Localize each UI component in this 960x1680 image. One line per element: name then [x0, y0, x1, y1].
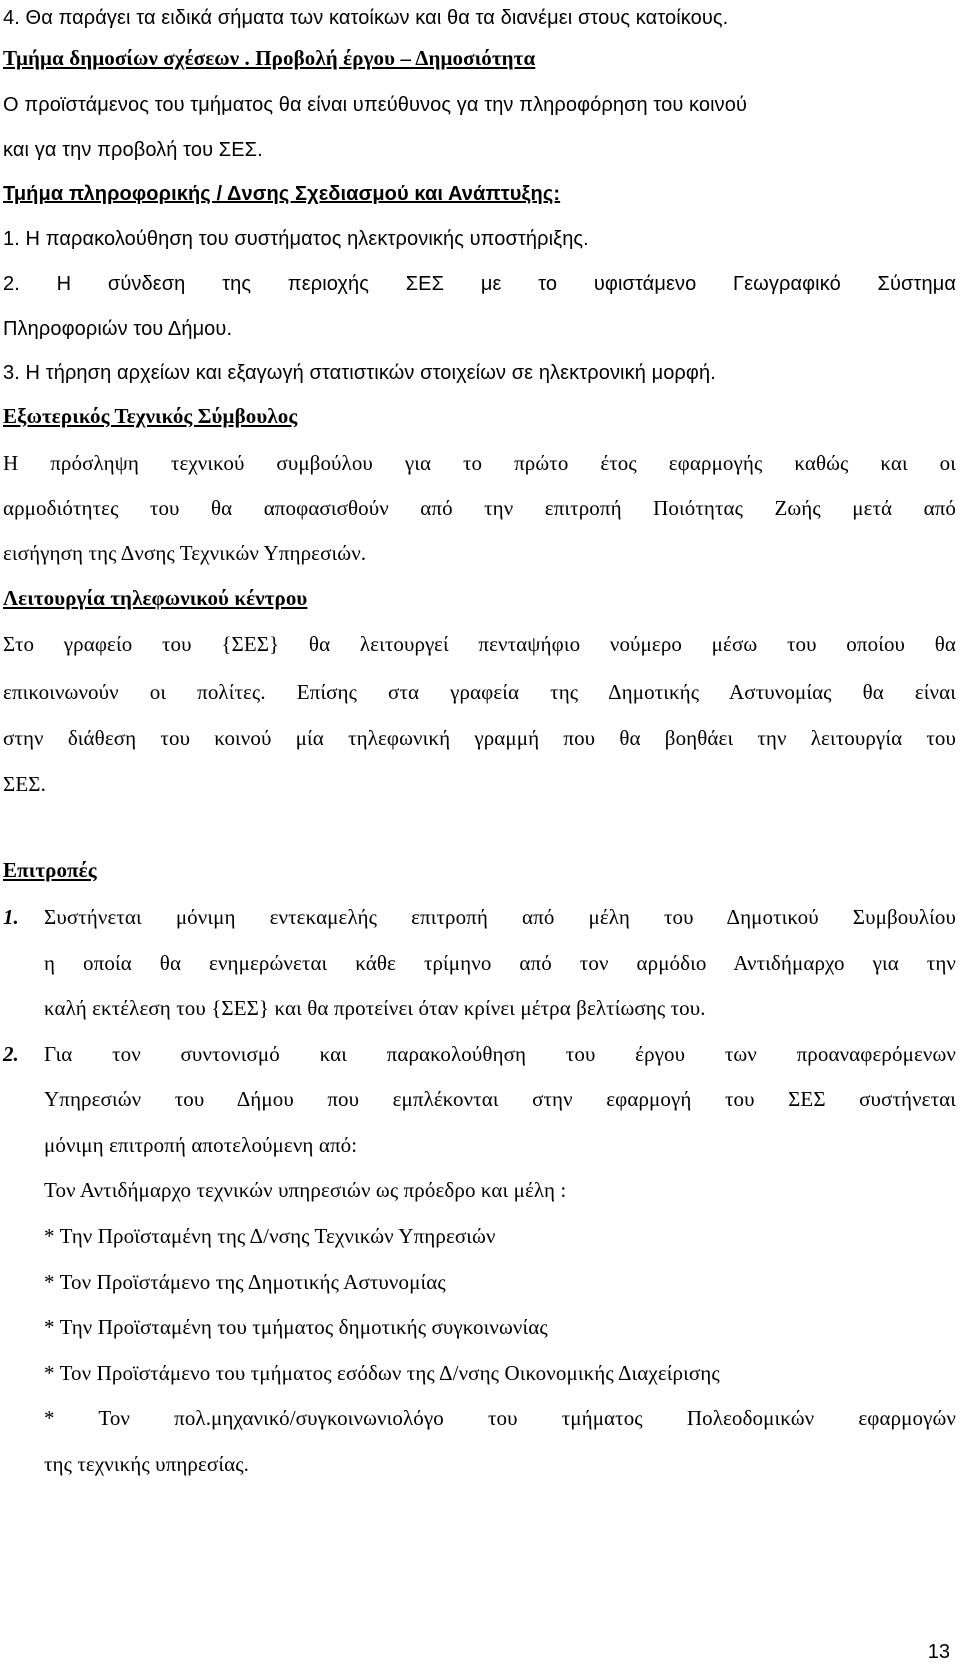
paragraph-line: 4. Θα παράγει τα ειδικά σήματα των κατοίκων και θα τα διανέμει στους κατοίκους. — [3, 7, 729, 29]
committee-member: της τεχνικής υπηρεσίας. — [44, 1452, 249, 1476]
paragraph-line: αρμοδιότητες του θα αποφασισθούν από την επιτροπή Ποιότητας Ζωής μετά από — [3, 496, 956, 520]
section-heading-committees: Επιτροπές — [3, 858, 97, 882]
numbered-item: 3. Η τήρηση αρχείων και εξαγωγή στατιστικών στοιχείων σε ηλεκτρονική μορφή. — [3, 362, 716, 384]
paragraph-line: ΣΕΣ. — [3, 772, 46, 796]
committee-member: * Τον Προϊστάμενο της Δημοτικής Αστυνομίας — [44, 1270, 446, 1294]
page-number: 13 — [927, 1641, 950, 1663]
numbered-item: 1. Η παρακολούθηση του συστήματος ηλεκτρονικής υποστήριξης. — [3, 228, 589, 250]
committee-intro: Τον Αντιδήμαρχο τεχνικών υπηρεσιών ως πρόεδρο και μέλη : — [44, 1178, 567, 1202]
committee-member: * Την Προϊσταμένη του τμήματος δημοτικής συγκοινωνίας — [44, 1315, 548, 1339]
paragraph-line: Η πρόσληψη τεχνικού συμβούλου για το πρώτο έτος εφαρμογής καθώς και οι — [3, 451, 956, 475]
paragraph-line: επικοινωνούν οι πολίτες. Επίσης στα γραφεία της Δημοτικής Αστυνομίας θα είναι — [3, 680, 956, 704]
list-item-text: Υπηρεσιών του Δήμου που εμπλέκονται στην εφαρμογή του ΣΕΣ συστήνεται — [44, 1087, 956, 1111]
paragraph-line: Στο γραφείο του {ΣΕΣ} θα λειτουργεί πενταψήφιο νούμερο μέσω του οποίου θα — [3, 632, 956, 656]
list-item-text: καλή εκτέλεση του {ΣΕΣ} και θα προτείνει όταν κρίνει μέτρα βελτίωσης του. — [44, 996, 706, 1020]
section-heading-public-relations: Τμήμα δημοσίων σχέσεων . Προβολή έργου – Δημοσιότητα — [3, 46, 536, 70]
paragraph-line: Πληροφοριών του Δήμου. — [3, 318, 233, 340]
section-heading-informatics: Τμήμα πληροφορικής / Δνσης Σχεδιασμού και Ανάπτυξης: — [3, 183, 561, 205]
committee-member: * Τον Προϊστάμενο του τμήματος εσόδων της Δ/νσης Οικονομικής Διαχείρισης — [44, 1361, 720, 1385]
list-item-text: Συστήνεται μόνιμη εντεκαμελής επιτροπή από μέλη του Δημοτικού Συμβουλίου — [44, 905, 956, 929]
list-item-text: Για τον συντονισμό και παρακολούθηση του έργου των προαναφερόμενων — [44, 1042, 956, 1066]
list-number: 1. — [3, 905, 19, 929]
committee-member: * Τον πολ.μηχανικό/συγκοινωνιολόγο του τμήματος Πολεοδομικών εφαρμογών — [44, 1406, 956, 1430]
paragraph-line: και γα την προβολή του ΣΕΣ. — [3, 139, 263, 161]
list-item-text: μόνιμη επιτροπή αποτελούμενη από: — [44, 1133, 358, 1157]
section-heading-external-consultant: Εξωτερικός Τεχνικός Σύμβουλος — [3, 404, 298, 428]
numbered-item: 2. Η σύνδεση της περιοχής ΣΕΣ με το υφιστάμενο Γεωγραφικό Σύστημα — [3, 273, 956, 295]
section-heading-call-center: Λειτουργία τηλεφωνικού κέντρου — [3, 586, 308, 610]
committee-member: * Την Προϊσταμένη της Δ/νσης Τεχνικών Υπηρεσιών — [44, 1224, 496, 1248]
paragraph-line: Ο προϊστάμενος του τμήματος θα είναι υπεύθυνος γα την πληροφόρηση του κοινού — [3, 94, 748, 116]
list-item-text: η οποία θα ενημερώνεται κάθε τρίμηνο από τον αρμόδιο Αντιδήμαρχο για την — [44, 951, 956, 975]
paragraph-line: εισήγηση της Δνσης Τεχνικών Υπηρεσιών. — [3, 541, 367, 565]
list-number: 2. — [3, 1042, 19, 1066]
paragraph-line: στην διάθεση του κοινού μία τηλεφωνική γραμμή που θα βοηθάει την λειτουργία του — [3, 726, 956, 750]
